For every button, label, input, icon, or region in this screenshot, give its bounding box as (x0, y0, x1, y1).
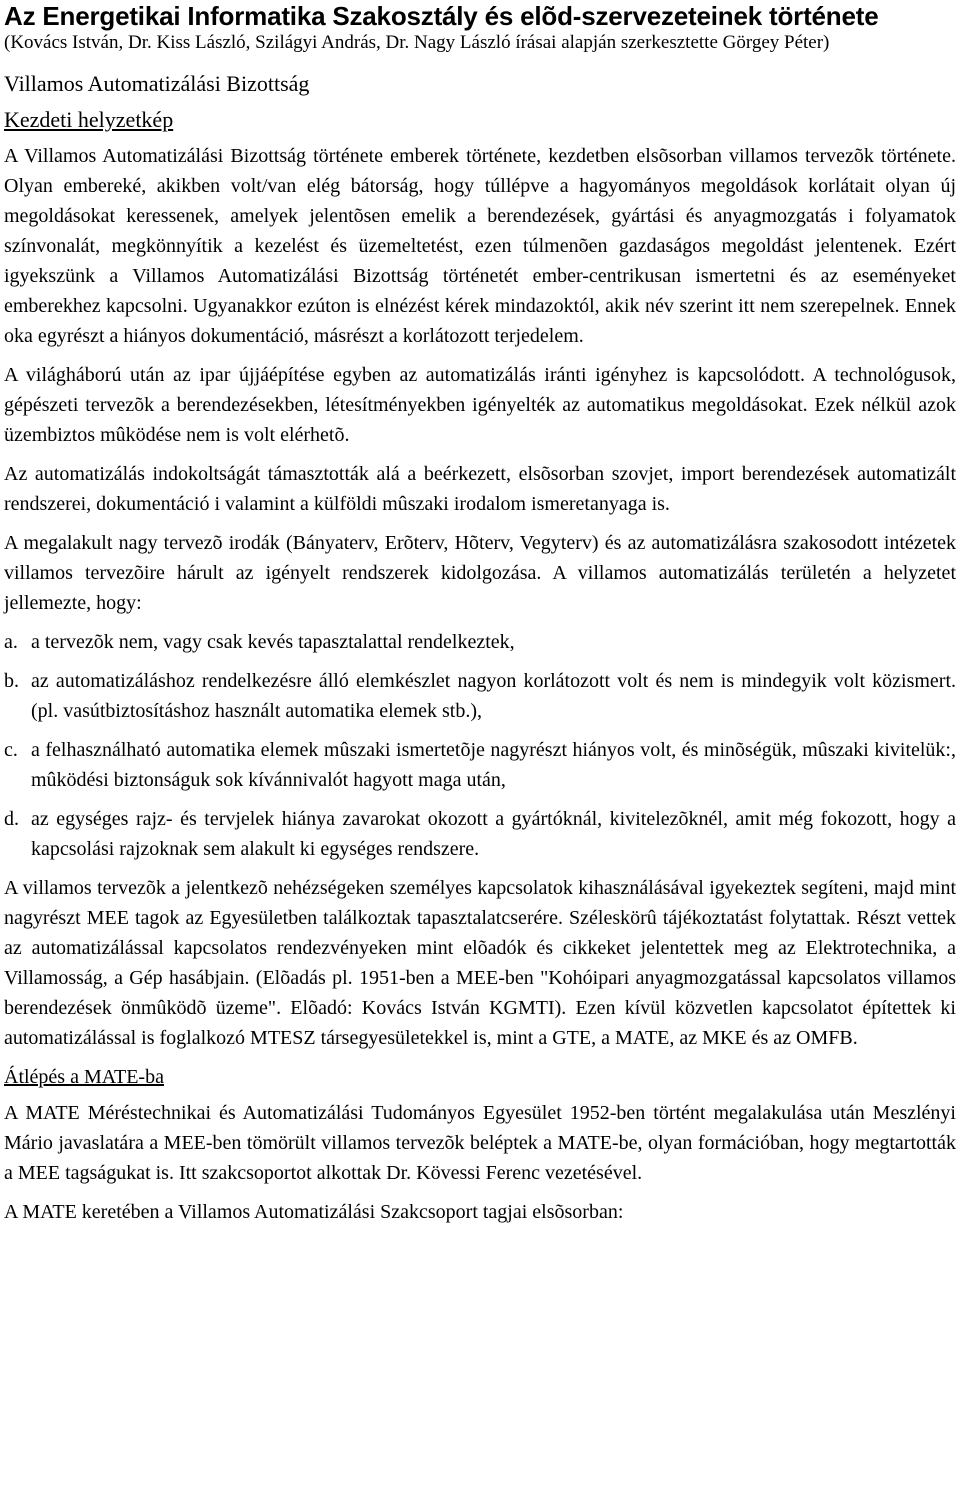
list-item (4, 627, 956, 657)
list-text: az automatizáláshoz rendelkezésre álló elemkészlet nagyon korlátozott volt és nem is mindegyik volt közismert. (pl. vasútbiztosításhoz használt automatika elemek stb.), (31, 670, 956, 722)
paragraph-intro: A Villamos Automatizálási Bizottság története emberek története, kezdetben elsõsorban villamos tervezõk története. Olyan embereké, akikben volt/van elég bátorság, hogy túllépve a hagyományos megoldások korlátait olyan új megoldásokat keressenek, amelyek jelentõsen emelik a berendezések, gyártási és anyagmozgatás i folyamatok színvonalát, megkönnyítik a kezelést és üzemeltetést, ezen túlmenõen gazdaságos megoldást jelentenek. Ezért igyekszünk a Villamos Automatizálási Bizottság történetét ember-centrikusan ismertetni és az eseményeket emberekhez kapcsolni. Ugyanakkor ezúton is elnézést kérek mindazoktól, akik név szerint itt nem szerepelnek. Ennek oka egyrészt a hiányos dokumentáció, másrészt a korlátozott terjedelem. (4, 145, 956, 347)
list-text: az egységes rajz- és tervjelek hiánya zavarokat okozott a gyártóknál, kivitelezõknél, amit még fokozott, hogy a kapcsolási rajzoknak sem alakult ki egységes rendszere. (31, 808, 956, 860)
paragraph-mate-members: A MATE keretében a Villamos Automatizálási Szakcsoport tagjai elsõsorban: (4, 1201, 624, 1223)
document-title: Az Energetikai Informatika Szakosztály és elõd-szervezeteinek története (4, 1, 879, 31)
paragraph-designers-efforts: A villamos tervezõk a jelentkezõ nehézségeken személyes kapcsolatok kihasználásával igyekeztek segíteni, majd mint nagyrészt MEE tagok az Egyesületben találkoztak tapasztalatcserére. Széleskörû tájékoztatást folytattak. Részt vettek az automatizálással kapcsolatos rendezvényeken mint elõadók és cikkeket jelentettek meg az Elektrotechnika, a Villamosság, a Gép hasábjain. (Elõadás pl. 1951-ben a MEE-ben "Kohóipari anyagmozgatással kapcsolatos villamos berendezések önmûködõ üzeme". Elõadó: Kovács István KGMTI). Ezen kívül közvetlen kapcsolatot építettek ki automatizálással is foglalkozó MTESZ társegyesületekkel is, mint a GTE, a MATE, az MKE és az OMFB. (4, 877, 956, 1049)
paragraph-design-offices: A megalakult nagy tervezõ irodák (Bányaterv, Erõterv, Hõterv, Vegyterv) és az automatizálásra szakosodott intézetek villamos tervezõire hárult az igényelt rendszerek kidolgozása. A villamos automatizálás területén a helyzetet jellemezte, hogy: (4, 532, 956, 614)
list-marker: c. (4, 739, 18, 761)
list-marker: d. (4, 808, 19, 830)
list-text: a felhasználható automatika elemek mûszaki ismertetõje nagyrészt hiányos volt, és minõségük, mûszaki kivitelük:, mûködési biztonságuk sok kívánnivalót hagyott maga után, (31, 739, 956, 791)
paragraph-mate-founding: A MATE Méréstechnikai és Automatizálási Tudományos Egyesület 1952-ben történt megalakulása után Meszlényi Mário javaslatára a MEE-ben tömörült villamos tervezõk beléptek a MATE-be, olyan formációban, hogy megtartották a MEE tagságukat is. Itt szakcsoportot alkottak Dr. Kövessi Ferenc vezetésével. (4, 1102, 956, 1184)
document-subtitle: (Kovács István, Dr. Kiss László, Szilágyi András, Dr. Nagy László írásai alapján szerkesztette Görgey Péter) (4, 32, 830, 53)
list-marker: a. (4, 631, 18, 653)
list-item (4, 666, 956, 726)
heading-mate-transition: Átlépés a MATE-ba (4, 1066, 164, 1088)
list-item (4, 735, 956, 795)
paragraph-justification: Az automatizálás indokoltságát támasztották alá a beérkezett, elsõsorban szovjet, import berendezések automatizált rendszerei, dokumentáció i valamint a külföldi mûszaki irodalom ismeretanyaga is. (4, 463, 956, 515)
section-title: Villamos Automatizálási Bizottság (4, 71, 310, 96)
list-text: a tervezõk nem, vagy csak kevés tapasztalattal rendelkeztek, (31, 631, 515, 653)
list-marker: b. (4, 670, 19, 692)
subsection-title: Kezdeti helyzetkép (4, 107, 174, 132)
paragraph-postwar: A világháború után az ipar újjáépítése egyben az automatizálás iránti igényhez is kapcsolódott. A technológusok, gépészeti tervezõk a berendezésekben, létesítményekben igényelték az automatikus megoldásokat. Ezek nélkül azok üzembiztos mûködése nem is volt elérhetõ. (4, 364, 956, 446)
list-item (4, 804, 956, 864)
